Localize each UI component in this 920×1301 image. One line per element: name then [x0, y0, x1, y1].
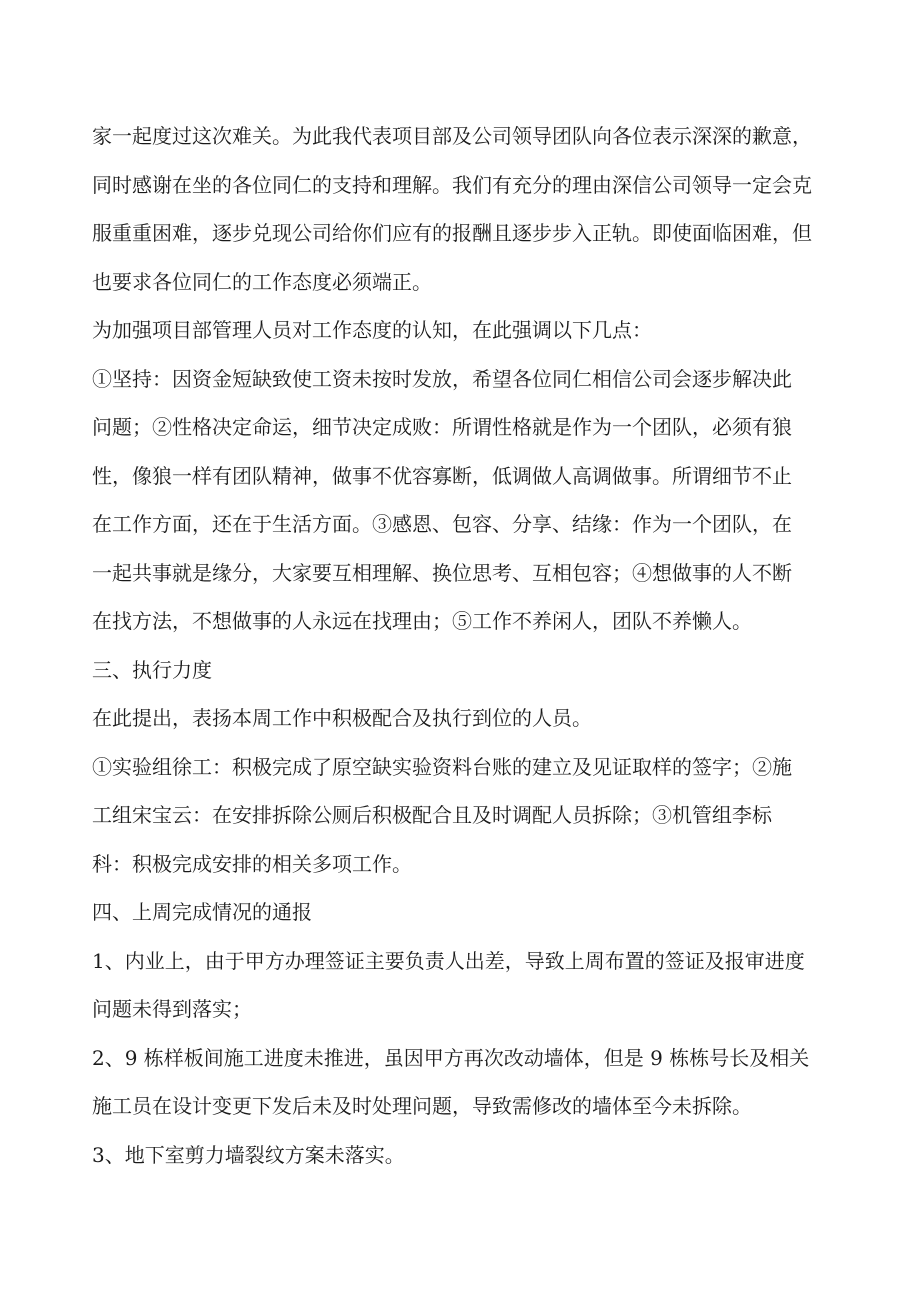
- text-line: 问题；②性格决定命运，细节决定成败：所谓性格就是作为一个团队，必须有狼: [92, 415, 792, 439]
- text-line: 为加强项目部管理人员对工作态度的认知，在此强调以下几点：: [92, 318, 652, 342]
- document-body: [92, 112, 852, 1179]
- text-line: 问题未得到落实；: [92, 997, 252, 1021]
- text-line: 科：积极完成安排的相关多项工作。: [92, 851, 412, 876]
- section-heading: 四、上周完成情况的通报: [92, 900, 312, 924]
- text-line: ①坚持：因资金短缺致使工资未按时发放，希望各位同仁相信公司会逐步解决此: [92, 366, 792, 391]
- text-line: 2、9 栋样板间施工进度未推进，虽因甲方再次改动墙体，但是 9 栋栋号长及相关: [92, 1045, 810, 1070]
- section-heading: 三、执行力度: [92, 657, 212, 682]
- text-line: 在此提出，表扬本周工作中积极配合及执行到位的人员。: [92, 706, 592, 730]
- text-line: 服重重困难，逐步兑现公司给你们应有的报酬且逐步步入正轨。即使面临困难，但: [92, 221, 812, 245]
- text-line: 性，像狼一样有团队精神，做事不优容寡断，低调做人高调做事。所谓细节不止: [92, 463, 792, 488]
- text-line: 家一起度过这次难关。为此我代表项目部及公司领导团队向各位表示深深的歉意，: [92, 124, 812, 148]
- text-line: 同时感谢在坐的各位同仁的支持和理解。我们有充分的理由深信公司领导一定会克: [92, 172, 812, 197]
- text-line: 也要求各位同仁的工作态度必须端正。: [92, 269, 432, 294]
- text-line: 工组宋宝云：在安排拆除公厕后积极配合且及时调配人员拆除；③机管组李标: [92, 803, 772, 827]
- text-line: 一起共事就是缘分，大家要互相理解、换位思考、互相包容；④想做事的人不断: [92, 560, 792, 585]
- text-line: 在找方法，不想做事的人永远在找理由；⑤工作不养闲人，团队不养懒人。: [92, 609, 752, 633]
- text-line: 3、地下室剪力墙裂纹方案未落实。: [92, 1142, 405, 1167]
- text-line: ①实验组徐工：积极完成了原空缺实验资料台账的建立及见证取样的签字；②施: [92, 754, 792, 779]
- text-line: 在工作方面，还在于生活方面。③感恩、包容、分享、结缘：作为一个团队，在: [92, 512, 792, 536]
- text-line: 施工员在设计变更下发后未及时处理问题，导致需修改的墙体至今未拆除。: [92, 1094, 752, 1118]
- text-line: 1、内业上，由于甲方办理签证主要负责人出差，导致上周布置的签证及报审进度: [92, 948, 805, 973]
